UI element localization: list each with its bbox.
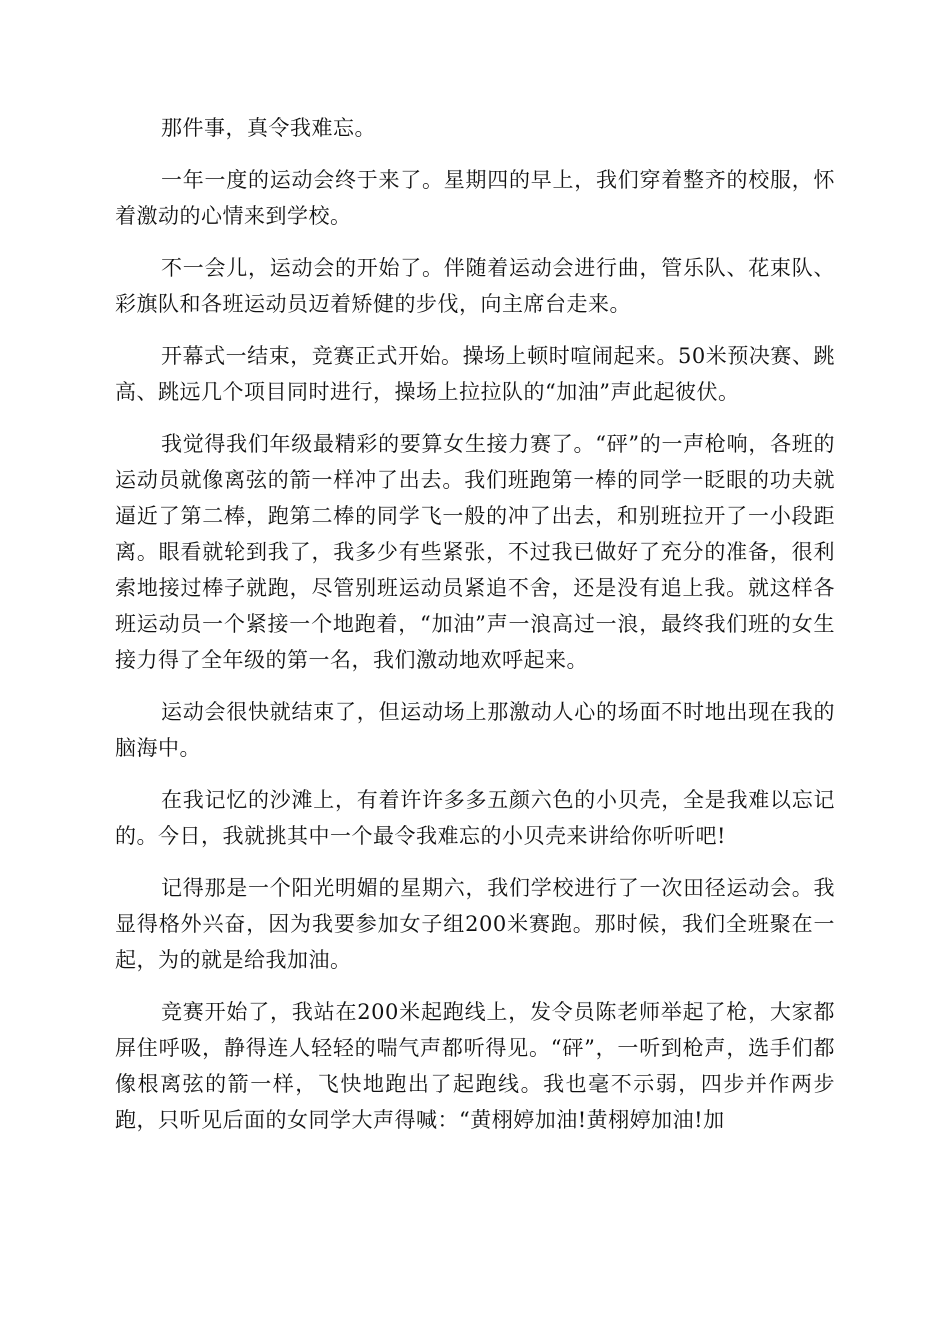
- paragraph: 运动会很快就结束了，但运动场上那激动人心的场面不时地出现在我的脑海中。: [115, 700, 835, 760]
- paragraph: 竞赛开始了，我站在200米起跑线上，发令员陈老师举起了枪，大家都屏住呼吸，静得连人轻轻的喘气声都听得见。“砰”，一听到枪声，选手们都像根离弦的箭一样，飞快地跑出了起跑线。我也毫不示弱，四步并作两步跑，只听见后面的女同学大声得喊：“黄栩婷加油!黄栩婷加油!加: [115, 1000, 835, 1132]
- paragraph: 开幕式一结束，竞赛正式开始。操场上顿时喧闹起来。50米预决赛、跳高、跳远几个项目同时进行，操场上拉拉队的“加油”声此起彼伏。: [115, 344, 835, 404]
- paragraph: 那件事，真令我难忘。: [161, 116, 376, 140]
- paragraph: 不一会儿，运动会的开始了。伴随着运动会进行曲，管乐队、花束队、彩旗队和各班运动员迈着矫健的步伐，向主席台走来。: [115, 256, 835, 316]
- document-body: [115, 110, 835, 1154]
- paragraph: 在我记忆的沙滩上，有着许许多多五颜六色的小贝壳，全是我难以忘记的。今日，我就挑其中一个最令我难忘的小贝壳来讲给你听听吧!: [115, 788, 835, 848]
- paragraph: 记得那是一个阳光明媚的星期六，我们学校进行了一次田径运动会。我显得格外兴奋，因为我要参加女子组200米赛跑。那时候，我们全班聚在一起，为的就是给我加油。: [115, 876, 835, 972]
- paragraph: 一年一度的运动会终于来了。星期四的早上，我们穿着整齐的校服，怀着激动的心情来到学校。: [115, 168, 835, 228]
- paragraph: 我觉得我们年级最精彩的要算女生接力赛了。“砰”的一声枪响，各班的运动员就像离弦的箭一样冲了出去。我们班跑第一棒的同学一眨眼的功夫就逼近了第二棒，跑第二棒的同学飞一般的冲了出去，和别班拉开了一小段距离。眼看就轮到我了，我多少有些紧张，不过我已做好了充分的准备，很利索地接过棒子就跑，尽管别班运动员紧追不舍，还是没有追上我。就这样各班运动员一个紧接一个地跑着，“加油”声一浪高过一浪，最终我们班的女生接力得了全年级的第一名，我们激动地欢呼起来。: [115, 432, 835, 672]
